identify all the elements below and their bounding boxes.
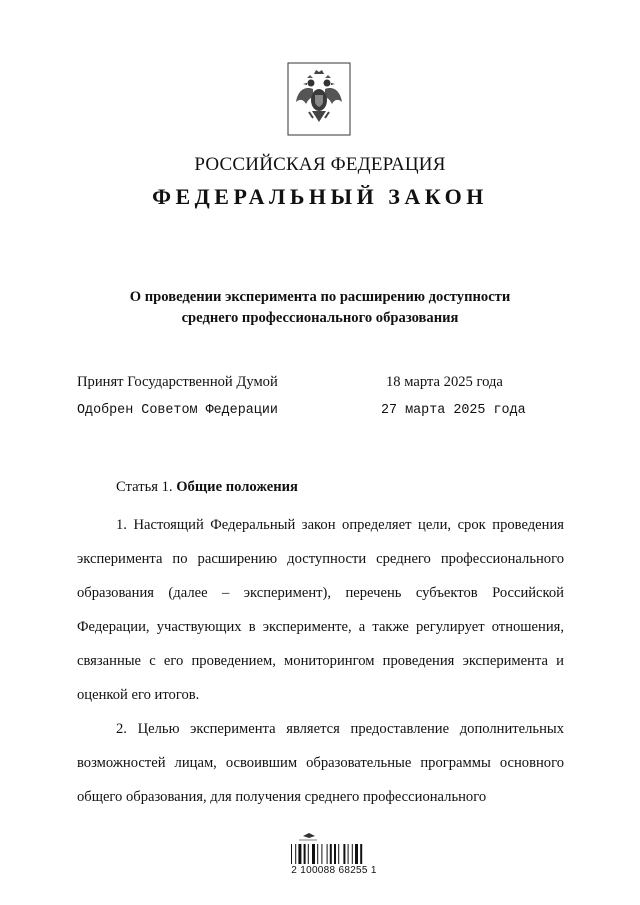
paragraph: 1. Настоящий Федеральный закон определяет цели, срок проведения эксперимента по расширению доступности среднего профессионального образования (далее – эксперимент), перечень субъектов Российской Федерации, участвующих в эксперименте, а также регулирует отношения, связанные с его проведением, мониторингом проведения эксперимента и оценкой его итогов. [77,517,564,703]
law-title-line: О проведении эксперимента по расширению доступности [129,289,511,305]
barcode-bar [343,844,345,864]
barcode-bar [360,844,362,864]
adoption-duma-label: Принят Государственной Думой [77,374,278,390]
barcode-bar [338,844,339,864]
barcode-bar [295,844,296,864]
paragraph: 2. Целью эксперимента является предоставление дополнительных возможностей лицам, освоившим образовательные программы основного общего образования, для получения среднего профессионального [77,721,564,805]
barcode-bar [327,844,328,864]
barcode-bar [321,844,322,864]
article-body [77,508,564,814]
law-title-line: среднего профессионального образования [181,310,459,326]
country-heading: РОССИЙСКАЯ ФЕДЕРАЦИЯ [194,154,446,175]
article-title: Общие положения [176,479,298,495]
barcode-bar [352,844,353,864]
barcode-bar [330,844,332,864]
law-title [0,287,640,329]
article-number: Статья 1. [116,479,173,495]
barcode-bar [355,844,358,864]
barcode-bar [334,844,336,864]
barcode-bar [298,844,301,864]
adoption-council-label: Одобрен Советом Федерации [77,403,278,418]
barcode-bar [304,844,306,864]
barcode-bar [312,844,315,864]
barcode-bar [308,844,309,864]
coat-of-arms-icon [287,62,351,136]
adoption-council-date: 27 марта 2025 года [381,403,526,418]
law-type-heading: ФЕДЕРАЛЬНЫЙ ЗАКОН [152,184,488,209]
barcode-bar [291,844,292,864]
barcode-icon [289,830,379,890]
article-heading [116,479,298,496]
barcode-bar [348,844,349,864]
adoption-duma-date: 18 марта 2025 года [386,374,503,390]
barcode-bar [317,844,318,864]
barcode-digits: 2 100088 68255 1 [291,865,377,876]
